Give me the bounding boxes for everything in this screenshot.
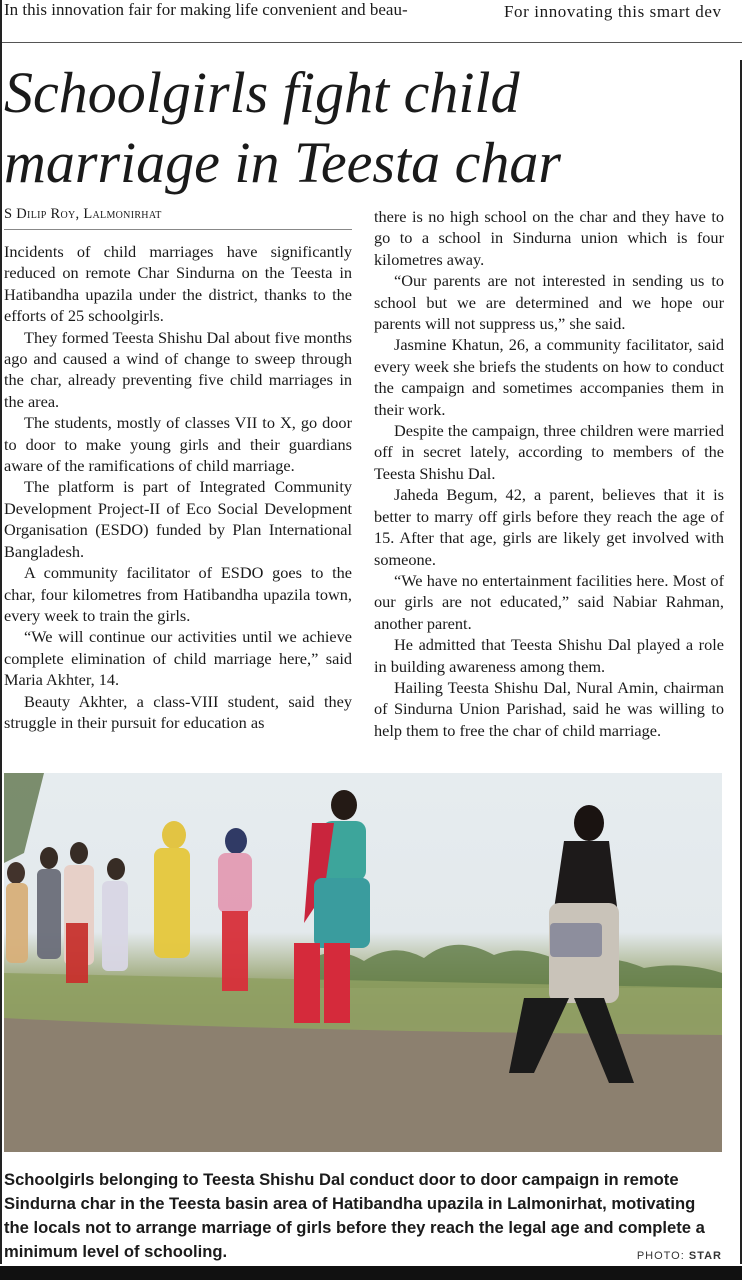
paragraph: A community facilitator of ESDO goes to the char, four kilometres from Hatibandha upazila town, every week to train the girls.: [4, 563, 352, 625]
left-tree: [4, 773, 44, 863]
paragraph: Jaheda Begum, 42, a parent, believes that it is better to marry off girls before they reach the age of 15. After that age, girls are likely get involved with someone.: [374, 485, 724, 569]
article-column-left: [4, 241, 352, 733]
paragraph: Hailing Teesta Shishu Dal, Nural Amin, chairman of Sindurna Union Parishad, said he was willing to help them to free the char of child marriage.: [374, 677, 724, 740]
paragraph: Beauty Akhter, a class-VIII student, said they struggle in their pursuit for education as: [4, 691, 352, 732]
article-column-right: [374, 206, 724, 741]
previous-article-strip: [4, 0, 742, 22]
paragraph: They formed Teesta Shishu Dal about five months ago and caused a wind of change to sweep through the char, already preventing five child marriages in the area.: [4, 327, 352, 411]
paragraph: Incidents of child marriages have significantly reduced on remote Char Sindurna on the Teesta in Hatibandha upazila under the district, thanks to the efforts of 25 schoolgirls.: [4, 242, 352, 326]
byline: S Dilip Roy, Lalmonirhat: [4, 206, 352, 230]
paragraph: Despite the campaign, three children were married off in secret lately, according to members of the Teesta Shishu Dal.: [374, 421, 724, 483]
page-border-left: [0, 0, 2, 1264]
girls-group: [6, 821, 252, 991]
paragraph: Jasmine Khatun, 26, a community facilitator, said every week she briefs the students on how to conduct the campaign and sometimes accompanies them in their work.: [374, 335, 724, 419]
paragraph: The students, mostly of classes VII to X, go door to door to make young girls and their guardians aware of the ramifications of child marriage.: [4, 413, 352, 476]
photo-credit: [637, 1250, 722, 1262]
paragraph: “We have no entertainment facilities here. Most of our girls are not educated,” said Nabiar Rahman, another parent.: [374, 570, 724, 633]
photo-caption: Schoolgirls belonging to Teesta Shishu Dal conduct door to door campaign in remote Sindurna char in the Teesta basin area of Hatibandha upazila in Lalmonirhat, motivating the locals not to arrange marriage of girls before they reach the legal age and complete a minimum level of schooling.: [4, 1170, 705, 1261]
top-divider: [2, 42, 742, 43]
photo-credit-source: STAR: [688, 1250, 722, 1262]
headline-line-1: Schoolgirls fight child: [4, 60, 520, 125]
article-headline: [4, 58, 724, 198]
paragraph: there is no high school on the char and they have to go to a school in Sindurna union which is four kilometres away.: [374, 207, 724, 269]
paragraph: The platform is part of Integrated Community Development Project-II of Eco Social Development Organisation (ESDO) funded by Plan International Bangladesh.: [4, 477, 352, 561]
paragraph: “We will continue our activities until we achieve complete elimination of child marriage here,” said Maria Akhter, 14.: [4, 627, 352, 690]
headline-line-2: marriage in Teesta char: [4, 130, 561, 195]
paragraph: He admitted that Teesta Shishu Dal played a role in building awareness among them.: [374, 635, 724, 676]
prev-article-left-text: In this innovation fair for making life convenient and beau-: [4, 0, 408, 19]
article-photo: [4, 773, 722, 1152]
prev-article-right-text: For innovating this smart dev: [504, 2, 722, 21]
page-bottom-bar: [0, 1266, 742, 1280]
photo-credit-label: PHOTO:: [636, 1250, 685, 1262]
paragraph: “Our parents are not interested in sending us to school but we are determined and we hope our parents will not suppress us,” she said.: [374, 271, 724, 334]
photo-illustration: [4, 773, 722, 1152]
